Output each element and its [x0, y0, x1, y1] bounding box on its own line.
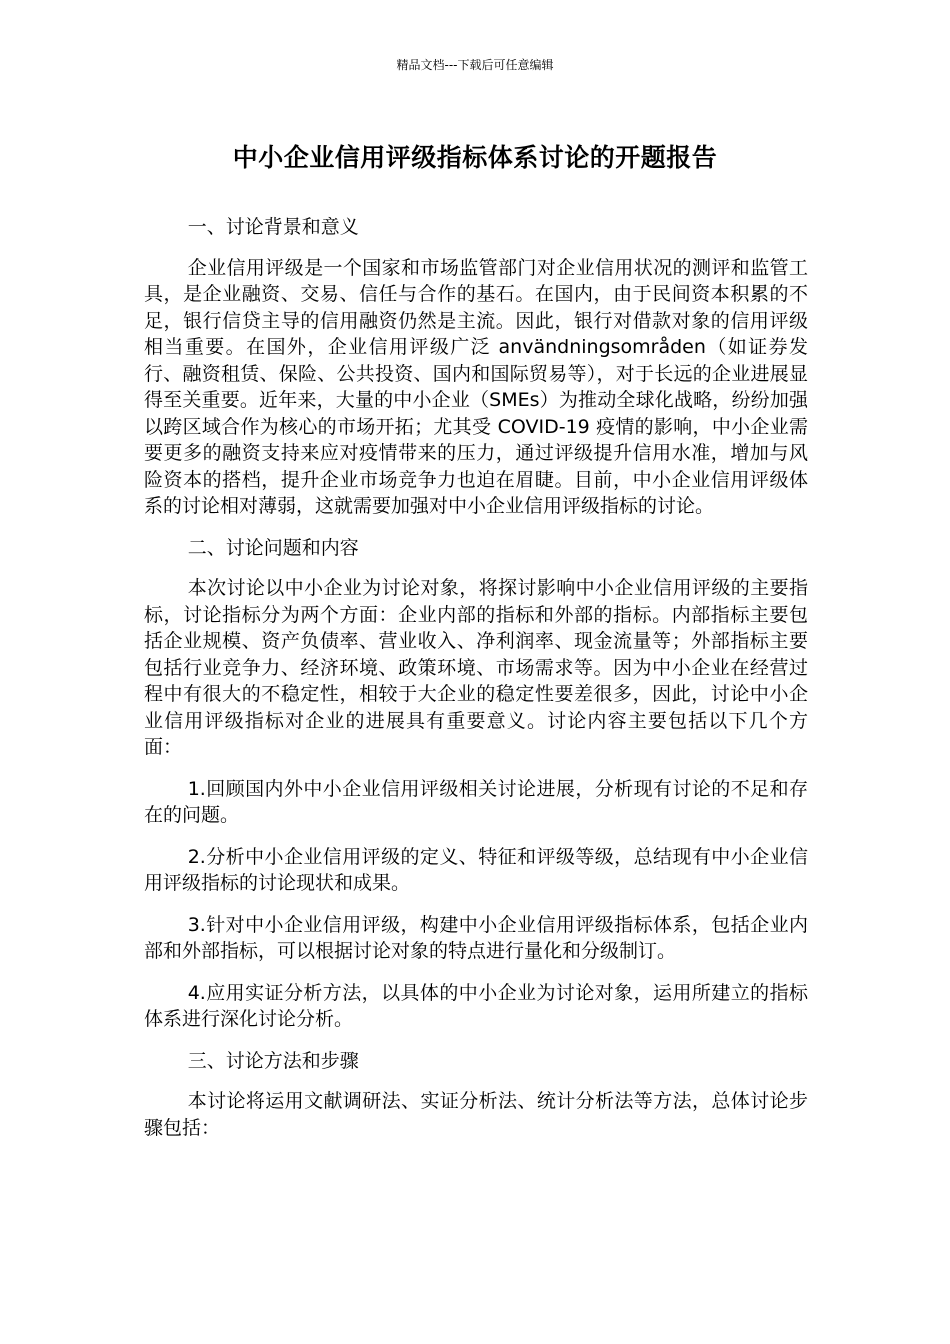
- list-item: 3.针对中小企业信用评级，构建中小企业信用评级指标体系，包括企业内部和外部指标，可以根据讨论对象的特点进行量化和分级制订。: [144, 913, 808, 962]
- paragraph-background: 企业信用评级是一个国家和市场监管部门对企业信用状况的测评和监管工具，是企业融资、交易、信任与合作的基石。在国内，由于民间资本积累的不足，银行信贷主导的信用融资仍然是主流。因此，银行对借款对象的信用评级相当重要。在国外，企业信用评级广泛 användningsområden（如证券发行、融资租赁、保险、公共投资、国内和国际贸易等），对于长远的企业进展显得至关重要。近年来，大量的中小企业（SMEs）为推动全球化战略，纷纷加强以跨区域合作为核心的市场开拓；尤其受 COVID-19 疫情的影响，中小企业需要更多的融资支持来应对疫情带来的压力，通过评级提升信用水准，增加与风险资本的搭档，提升企业市场竞争力也迫在眉睫。目前，中小企业信用评级体系的讨论相对薄弱，这就需要加强对中小企业信用评级指标的讨论。: [144, 256, 808, 517]
- section-heading-methods: 三、讨论方法和步骤: [187, 1049, 359, 1072]
- list-item: 4.应用实证分析方法，以具体的中小企业为讨论对象，运用所建立的指标体系进行深化讨论分析。: [144, 981, 808, 1030]
- document-body: [144, 214, 808, 1156]
- section-heading-background: 一、讨论背景和意义: [187, 216, 359, 238]
- paragraph-methods: 本讨论将运用文献调研法、实证分析法、统计分析法等方法，总体讨论步骤包括：: [144, 1090, 808, 1139]
- paragraph-content: 本次讨论以中小企业为讨论对象，将探讨影响中小企业信用评级的主要指标，讨论指标分为两个方面：企业内部的指标和外部的指标。内部指标主要包括企业规模、资产负债率、营业收入、净利润率、现金流量等；外部指标主要包括行业竞争力、经济环境、政策环境、市场需求等。因为中小企业在经营过程中有很大的不稳定性，相较于大企业的稳定性要差很多，因此，讨论中小企业信用评级指标对企业的进展具有重要意义。讨论内容主要包括以下几个方面：: [144, 577, 808, 758]
- list-item: 2.分析中小企业信用评级的定义、特征和评级等级，总结现有中小企业信用评级指标的讨论现状和成果。: [144, 845, 808, 894]
- list-item: 1.回顾国内外中小企业信用评级相关讨论进展，分析现有讨论的不足和存在的问题。: [144, 777, 808, 826]
- header-note: 精品文档---下载后可任意编辑: [396, 58, 554, 72]
- document-title: 中小企业信用评级指标体系讨论的开题报告: [232, 143, 718, 172]
- section-heading-content: 二、讨论问题和内容: [187, 536, 359, 559]
